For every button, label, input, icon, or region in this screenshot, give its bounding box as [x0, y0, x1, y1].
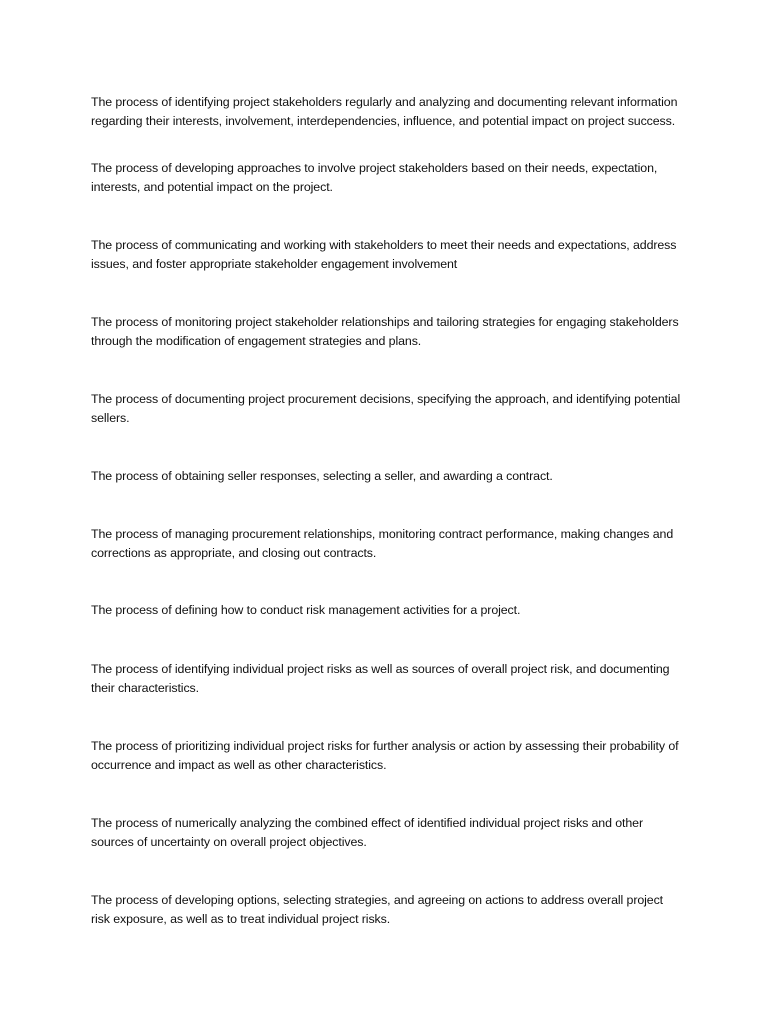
paragraph-identify-risks: The process of identifying individual project risks as well as sources of overall project risk, and documenting their characteristics.: [91, 662, 670, 695]
paragraph-plan-procurement: The process of documenting project procurement decisions, specifying the approach, and identifying potential sellers.: [91, 392, 681, 425]
paragraph-conduct-procurements: The process of obtaining seller responses, selecting a seller, and awarding a contract.: [91, 469, 553, 483]
paragraph-identify-stakeholders: The process of identifying project stakeholders regularly and analyzing and documenting relevant information regarding their interests, involvement, interdependencies, influence, and potential impact on project success.: [91, 95, 678, 128]
paragraph-qualitative-risk-analysis: The process of prioritizing individual project risks for further analysis or action by assessing their probability of occurrence and impact as well as other characteristics.: [91, 739, 679, 772]
paragraph-control-procurements: The process of managing procurement relationships, monitoring contract performance, making changes and corrections as appropriate, and closing out contracts.: [91, 527, 674, 560]
paragraph-plan-risk-management: The process of defining how to conduct risk management activities for a project.: [91, 603, 521, 617]
paragraph-plan-risk-responses: The process of developing options, selecting strategies, and agreeing on actions to address overall project risk exposure, as well as to treat individual project risks.: [91, 893, 664, 926]
paragraph-manage-stakeholder-engagement: The process of communicating and working with stakeholders to meet their needs and expectations, address issues, and foster appropriate stakeholder engagement involvement: [91, 238, 677, 271]
paragraph-quantitative-risk-analysis: The process of numerically analyzing the combined effect of identified individual project risks and other sources of uncertainty on overall project objectives.: [91, 816, 643, 849]
paragraph-plan-stakeholder-engagement: The process of developing approaches to involve project stakeholders based on their needs, expectation, interests, and potential impact on the project.: [91, 161, 658, 194]
paragraph-monitor-stakeholder-engagement: The process of monitoring project stakeholder relationships and tailoring strategies for engaging stakeholders through the modification of engagement strategies and plans.: [91, 315, 679, 348]
